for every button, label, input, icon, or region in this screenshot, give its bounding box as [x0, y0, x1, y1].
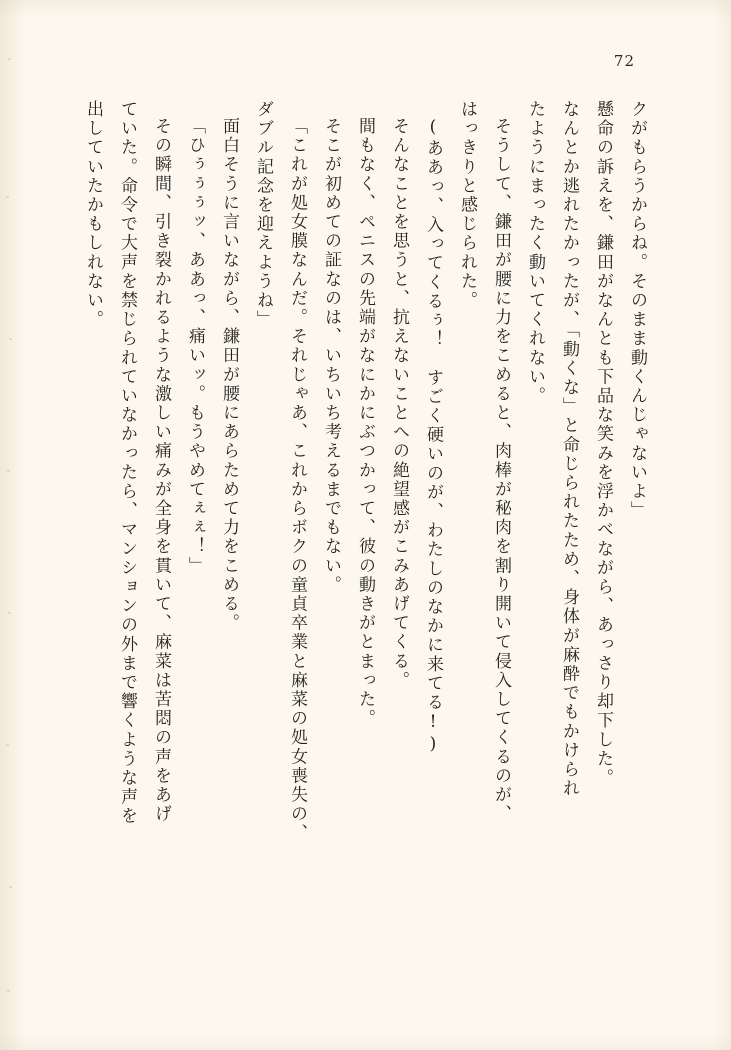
scan-speck [9, 338, 12, 340]
text-line: ダブル記念を迎えようね」 [253, 100, 273, 330]
text-line: 間もなく、ペニスの先端がなにかにぶつかって、彼の動きがとまった。 [355, 117, 375, 729]
text-line: ていた。命令で大声を禁じられていなかったら、マンションの外まで響くような声を [117, 100, 137, 826]
scan-speck [8, 58, 11, 60]
body-text-block [83, 100, 647, 990]
text-line: そこが初めての証なのは、いちいち考えるまでもない。 [321, 117, 341, 595]
text-line: 面白そうに言いながら、鎌田が腰にあらためて力をこめる。 [219, 117, 239, 633]
text-line: その瞬間、引き裂かれるような激しい痛みが全身を貫いて、麻菜は苦悶の声をあげ [151, 117, 171, 824]
text-line: そんなことを思うと、抗えないことへの絶望感がこみあげてくる。 [389, 117, 409, 690]
scan-speck [9, 886, 12, 888]
text-line: 「これが処女膜なんだ。それじゃあ、これからボクの童貞卒業と麻菜の処女喪失の、 [287, 117, 307, 843]
scan-speck [7, 990, 10, 992]
text-line: はっきりと感じられた。 [457, 100, 477, 311]
scan-speck [6, 744, 9, 746]
text-line: クがもらうからね。そのまま動くんじゃないよ」 [627, 100, 647, 521]
page-number: 72 [613, 52, 635, 70]
text-line: そうして、鎌田が腰に力をこめると、肉棒が秘肉を割り開いて侵入してくるのが、 [491, 117, 511, 824]
scan-speck [6, 196, 9, 198]
scan-speck [8, 612, 11, 614]
text-line: たようにまったく動いてくれない。 [525, 100, 545, 406]
text-line: (ああっ、入ってくるぅ！ すごく硬いのが、わたしのなかに来てる!) [423, 117, 443, 757]
text-line: なんとか逃れたかったが、「動くな」と命じられたため、身体が麻酔でもかけられ [559, 100, 579, 799]
scan-speck [7, 470, 10, 472]
text-line: 懸命の訴えを、鎌田がなんとも下品な笑みを浮かべながら、あっさり却下した。 [593, 100, 613, 788]
text-line: 出していたかもしれない。 [83, 100, 103, 330]
text-line: 「ひぅぅぅッ、ああっ、痛いッ。もうやめてぇぇ！」 [185, 117, 205, 576]
